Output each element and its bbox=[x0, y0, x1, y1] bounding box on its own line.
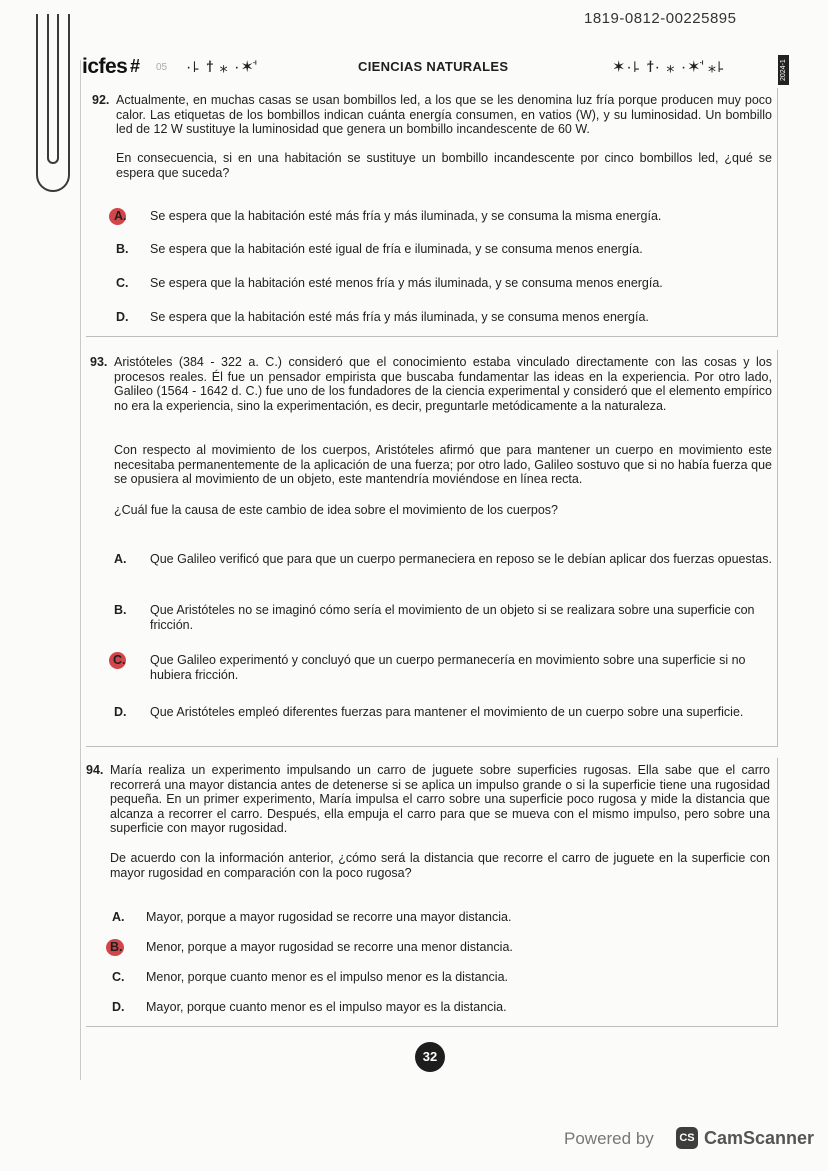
option-text-d[interactable]: Que Aristóteles empleó diferentes fuerzas para mantener el movimiento de un cuerpo sobre una superficie. bbox=[150, 705, 744, 719]
question-paragraph: María realiza un experimento impulsando un carro de juguete sobre superficies rugosas. Ella sabe que el carro recorrerá una mayor distancia antes de detenerse si se aplica un impulso grande o si la superficie tiene una rugosidad pequeña. En un primer experimento, María impulsa el carro sobre una superficie poco rugosa y mide la distancia que alcanza a recorrer el carro. Después, ella empuja el carro para que se mueva con el mismo impulso, pero sobre una superficie con mayor rugosidad. bbox=[110, 763, 770, 835]
option-text-a[interactable]: Se espera que la habitación esté más fría y más iluminada, y se consuma la misma energía. bbox=[150, 209, 662, 223]
option-letter-a[interactable]: A. bbox=[114, 209, 127, 223]
page-code: 05 bbox=[156, 62, 168, 73]
option-text-d[interactable]: Mayor, porque cuanto menor es el impulso mayor es la distancia. bbox=[146, 1000, 507, 1014]
option-text-c[interactable]: Se espera que la habitación esté menos fría y más iluminada, y se consuma menos energía. bbox=[150, 276, 663, 290]
option-letter-d[interactable]: D. bbox=[114, 705, 127, 719]
decorative-pattern-right: ✶·꜕ ϯ· ⁎ ·✶ꜗ ⁎꜕ bbox=[612, 59, 726, 76]
question-divider bbox=[86, 336, 778, 337]
question-divider bbox=[86, 746, 778, 747]
option-text-b[interactable]: Se espera que la habitación esté igual de fría e iluminada, y se consuma menos energía. bbox=[150, 242, 643, 256]
page-number: 32 bbox=[415, 1042, 445, 1072]
option-letter-d[interactable]: D. bbox=[112, 1000, 125, 1014]
edition-tab: 2024-1 bbox=[778, 55, 789, 85]
icfes-logo: icfes bbox=[82, 55, 128, 78]
camscanner-logo-icon: CS bbox=[676, 1127, 698, 1149]
option-letter-d[interactable]: D. bbox=[116, 310, 129, 324]
question-border bbox=[777, 758, 778, 1026]
option-letter-c[interactable]: C. bbox=[116, 276, 129, 290]
option-text-d[interactable]: Se espera que la habitación esté más fría y más iluminada, y se consuma menos energía. bbox=[150, 310, 649, 324]
icfes-logo-mark: # bbox=[130, 56, 141, 76]
question-paragraph: Con respecto al movimiento de los cuerpos, Aristóteles afirmó que para mantener un cuerpo en movimiento este necesitaba permanentemente de la aplicación de una fuerza; por otro lado, Galileo sostuvo que si no había fuerza que se opusiera al movimiento de un objeto, este mantendría moviéndose en línea recta. bbox=[114, 443, 772, 486]
question-number: 93. bbox=[90, 355, 108, 369]
camscanner-name: CamScanner bbox=[704, 1128, 815, 1148]
powered-by-text: Powered by bbox=[564, 1129, 654, 1148]
question-border bbox=[777, 88, 778, 336]
option-text-a[interactable]: Mayor, porque a mayor rugosidad se recorre una mayor distancia. bbox=[146, 910, 512, 924]
serial-number: 1819-0812-00225895 bbox=[584, 10, 737, 27]
question-prompt: En consecuencia, si en una habitación se sustituye un bombillo incandescente por cinco bombillos led, ¿qué se espera que suceda? bbox=[116, 151, 772, 180]
option-letter-b[interactable]: B. bbox=[110, 940, 123, 954]
option-letter-a[interactable]: A. bbox=[112, 910, 125, 924]
question-divider bbox=[86, 1026, 778, 1027]
option-letter-b[interactable]: B. bbox=[116, 242, 129, 256]
question-number: 92. bbox=[92, 93, 110, 107]
option-letter-a[interactable]: A. bbox=[114, 552, 127, 566]
subject-title: CIENCIAS NATURALES bbox=[358, 59, 509, 74]
question-number: 94. bbox=[86, 763, 104, 777]
option-text-b[interactable]: Menor, porque a mayor rugosidad se recorre una menor distancia. bbox=[146, 940, 513, 954]
question-border bbox=[777, 350, 778, 746]
option-text-a[interactable]: Que Galileo verificó que para que un cuerpo permaneciera en reposo se le debían aplicar dos fuerzas opuestas. bbox=[150, 552, 772, 566]
option-letter-b[interactable]: B. bbox=[114, 603, 127, 617]
question-paragraph: Actualmente, en muchas casas se usan bombillos led, a los que se les denomina luz fría porque producen muy poco calor. Las etiquetas de los bombillos indican cuánta energía consumen, en vatios (W), y su luminosidad. Un bombillo led de 12 W sustituye la luminosidad que genera un bombillo incandescente de 60 W. bbox=[116, 93, 772, 136]
option-letter-c[interactable]: C. bbox=[113, 653, 126, 667]
question-prompt: De acuerdo con la información anterior, ¿cómo será la distancia que recorre el carro de juguete en la superficie con mayor rugosidad en comparación con la poco rugosa? bbox=[110, 851, 770, 880]
decorative-pattern-left: ·꜕ ϯ ⁎ ·✶ꜗ bbox=[186, 59, 256, 76]
question-paragraph: Aristóteles (384 - 322 a. C.) consideró que el conocimiento estaba vinculado directamente con las cosas y los procesos reales. Él fue un pensador empirista que buscaba fundamentar las ideas en la experiencia. Por otro lado, Galileo (1564 - 1642 d. C.) fue uno de los fundadores de la ciencia experimental y consideró que el elemento empírico no era la experiencia, sino la experimentación, es decir, preguntarle metódicamente a la naturaleza. bbox=[114, 355, 772, 413]
binder-clip-inner bbox=[47, 14, 59, 164]
question-prompt: ¿Cuál fue la causa de este cambio de idea sobre el movimiento de los cuerpos? bbox=[114, 503, 559, 517]
option-text-c[interactable]: Menor, porque cuanto menor es el impulso menor es la distancia. bbox=[146, 970, 508, 984]
option-text-c[interactable]: Que Galileo experimentó y concluyó que un cuerpo permanecería en movimiento sobre una superficie si no hubiera fricción. bbox=[150, 653, 746, 682]
option-letter-c[interactable]: C. bbox=[112, 970, 125, 984]
option-text-b[interactable]: Que Aristóteles no se imaginó cómo sería el movimiento de un objeto si se realizara sobre una superficie con fricción. bbox=[150, 603, 755, 632]
left-margin-rule bbox=[80, 60, 81, 1080]
